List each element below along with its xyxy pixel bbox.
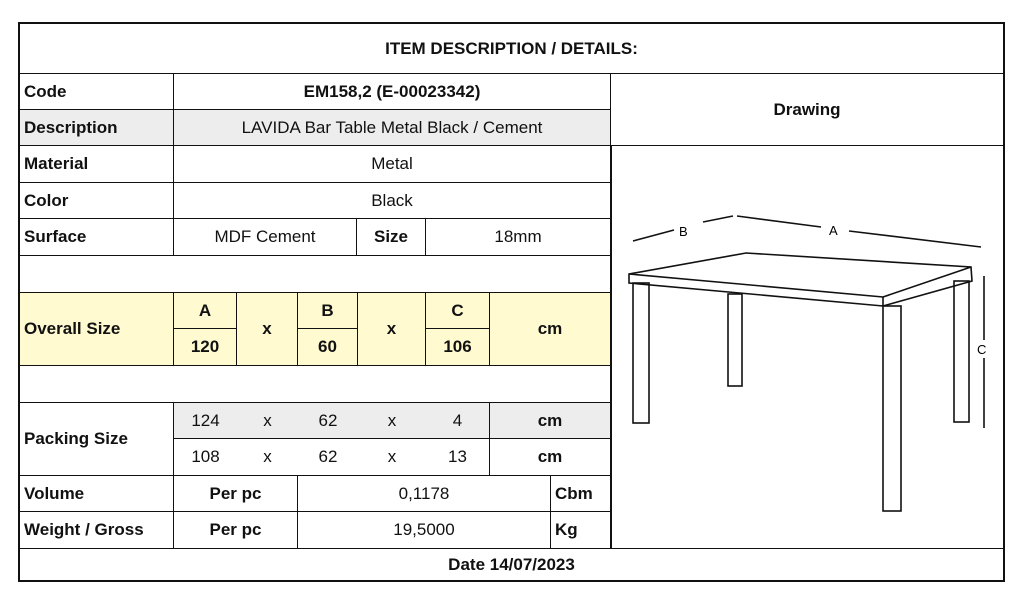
surface-label: Surface [20,219,174,256]
spacer-row [20,256,611,293]
times-sign: x [237,293,298,366]
leg-front-right [883,306,901,511]
surface-value: MDF Cement [174,219,357,256]
code-value: EM158,2 (E-00023342) [174,74,611,110]
packing-2-x: x [358,439,426,476]
item-details-sheet [18,22,1005,582]
packing-2-c: 13 [426,439,490,476]
color-label: Color [20,183,174,219]
packing-2-a: 108 [174,439,237,476]
description-label: Description [20,110,174,146]
sheet-title: ITEM DESCRIPTION / DETAILS: [20,24,1003,74]
code-label: Code [20,74,174,110]
size-label: Size [357,219,426,256]
dim-b-text: B [679,224,688,239]
dim-a-text: A [829,223,838,238]
table-top [629,253,972,306]
packing-1-a: 124 [174,403,237,439]
volume-label: Volume [20,476,174,512]
dim-c-value: 106 [426,329,490,366]
material-label: Material [20,146,174,183]
leg-back-right [954,281,969,422]
drawing-title: Drawing [611,74,1003,146]
dim-b-value: 60 [298,329,358,366]
overall-size-label: Overall Size [20,293,174,366]
table-drawing [611,146,1005,546]
packing-1-x: x [358,403,426,439]
volume-unit: Cbm [551,476,611,512]
leg-back-left [728,294,742,386]
table-top-edge-right [883,267,971,297]
footer-date: Date 14/07/2023 [448,554,575,574]
volume-per: Per pc [174,476,298,512]
spacer-row [20,366,611,403]
packing-1-c: 4 [426,403,490,439]
packing-2-x: x [237,439,298,476]
weight-unit: Kg [551,512,611,549]
dim-a-line-left [737,216,821,227]
overall-size-unit: cm [490,293,611,366]
packing-size-label: Packing Size [20,403,174,476]
dim-a-value: 120 [174,329,237,366]
dim-c-text: C [977,342,987,357]
packing-2-b: 62 [298,439,358,476]
weight-per: Per pc [174,512,298,549]
table-top-edge [629,274,883,297]
packing-2-unit: cm [490,439,611,476]
leg-front-left [633,283,649,423]
packing-1-b: 62 [298,403,358,439]
dim-c-label: C [426,293,490,329]
dim-b-line-right [703,216,733,222]
material-value: Metal [174,146,611,183]
color-value: Black [174,183,611,219]
dim-b-label: B [298,293,358,329]
packing-1-unit: cm [490,403,611,439]
times-sign: x [358,293,426,366]
size-value: 18mm [426,219,611,256]
packing-1-x: x [237,403,298,439]
dim-a-label: A [174,293,237,329]
weight-value: 19,5000 [298,512,551,549]
volume-value: 0,1178 [298,476,551,512]
description-value: LAVIDA Bar Table Metal Black / Cement [174,110,611,146]
weight-label: Weight / Gross [20,512,174,549]
dim-a-line-right [849,231,981,247]
dim-b-line-left [633,230,674,241]
